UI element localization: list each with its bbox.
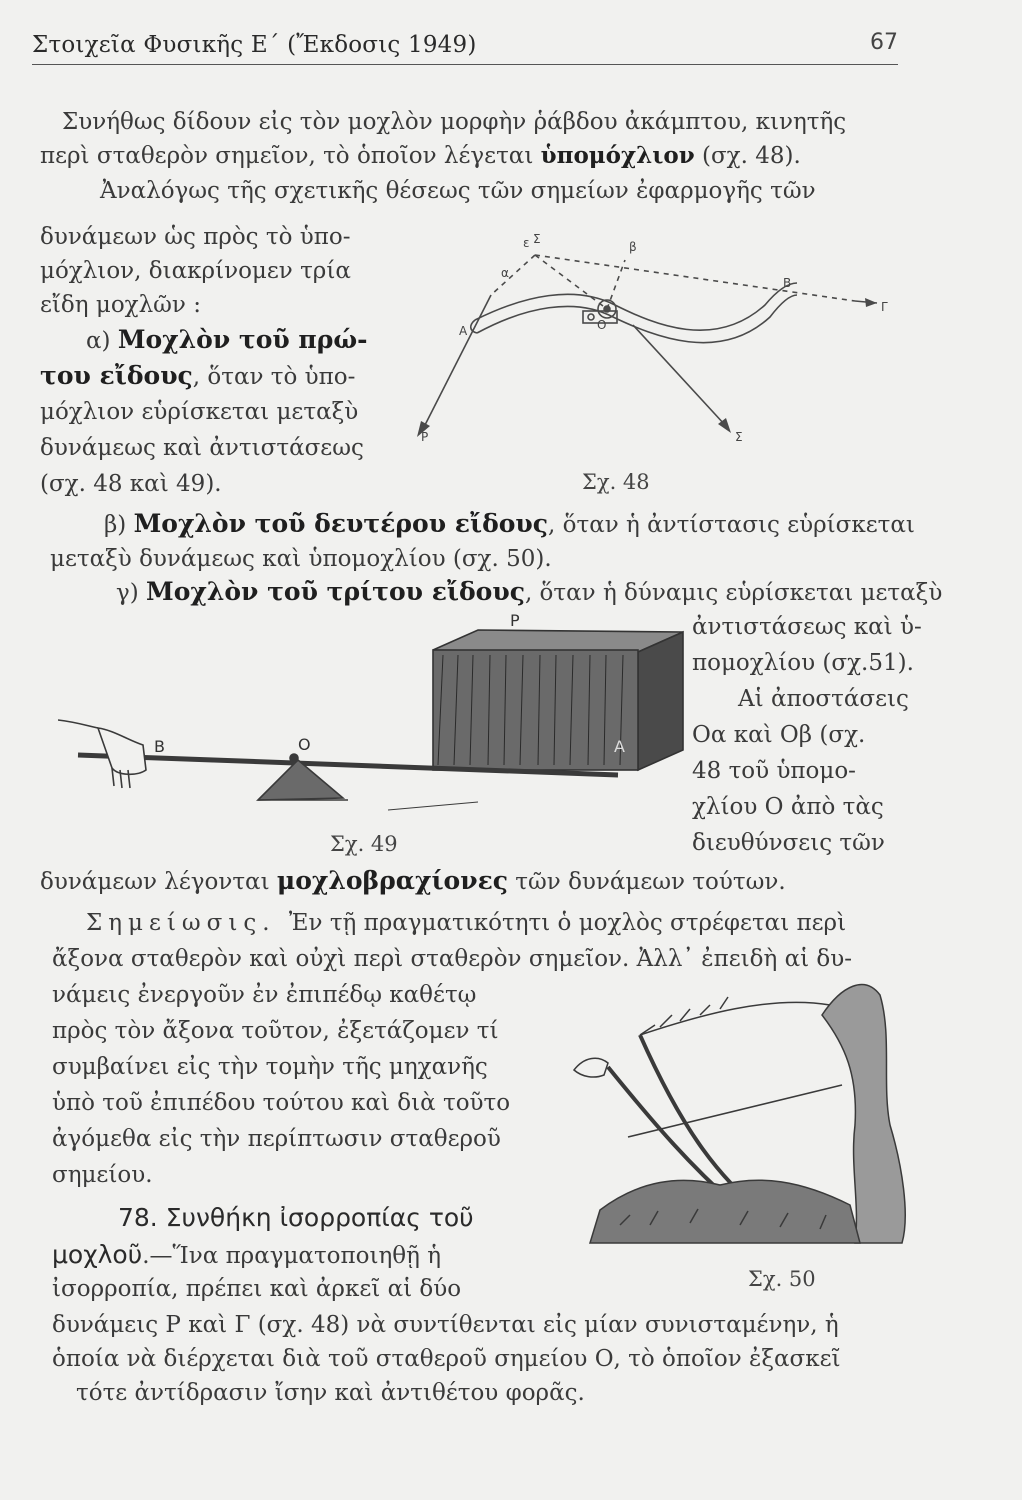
kind-a-line-1 (86, 325, 368, 356)
kind-a-line-3: μόχλιον εὑρίσκεται μεταξὺ (40, 399, 359, 425)
intro-line-3: Ἀναλόγως τῆς σχετικῆς θέσεως τῶν σημείων ἐφαρμογῆς τῶν (100, 178, 816, 204)
note-line-4: πρὸς τὸν ἄξονα τοῦτον, ἐξετάζομεν τί (52, 1018, 499, 1044)
arms-line-2: Οα καὶ Οβ (σχ. (692, 722, 866, 748)
fig48-label-alpha: α (501, 266, 509, 280)
arms-line-6 (40, 866, 786, 897)
note-line-8: σημείου. (52, 1162, 153, 1188)
section-78-line-2-text: .—Ἵνα πραγματοποιηθῇ ἡ (142, 1243, 442, 1269)
fig49-caption: Σχ. 49 (330, 832, 398, 856)
kind-b-line-2: μεταξὺ δυνάμεως καὶ ὑπομοχλίου (σχ. 50). (50, 546, 552, 572)
section-78-line-4: δυνάμεις P καὶ Γ (σχ. 48) νὰ συντίθενται εἰς μίαν συνισταμένην, ἡ (52, 1312, 839, 1338)
note-line-7: ἀγόμεθα εἰς τὴν περίπτωσιν σταθεροῦ (52, 1126, 501, 1152)
section-78-heading: 78. Συνθήκη ἰσορροπίας τοῦ (118, 1203, 474, 1232)
arms-line-5: διευθύνσεις τῶν (692, 830, 885, 856)
fig48-label-a: A (459, 324, 468, 338)
kind-b-marker: β) (104, 512, 134, 538)
arms-line-1: Αἱ ἀποστάσεις (738, 686, 909, 712)
kind-a-line-2-text: , ὅταν τὸ ὑπο- (192, 364, 356, 390)
section-78-line-2 (52, 1240, 441, 1271)
fig48-label-sigma-top: Σ (533, 232, 541, 246)
arms-line-3: 48 τοῦ ὑπομο- (692, 758, 856, 784)
intro-line-1: Συνήθως δίδουν εἰς τὸν μοχλὸν μορφὴν ῥάβδου ἀκάμπτου, κινητῆς (62, 109, 847, 135)
section-78-heading-cont: μοχλοῦ (52, 1240, 143, 1269)
note-line-2: ἄξονα σταθερὸν καὶ οὐχὶ περὶ σταθερὸν σημεῖον. Ἀλλ᾽ ἐπειδὴ αἱ δυ- (52, 946, 853, 972)
header-title: Στοιχεῖα Φυσικῆς Ε΄ (Ἔκδοσις 1949) (32, 32, 477, 58)
kind-c-line-1 (116, 577, 942, 608)
term-fulcrum: ὑπομόχλιον (540, 142, 695, 169)
fig49-label-a: A (614, 737, 625, 756)
note-line-1 (86, 908, 846, 938)
fig48-label-e: ε (523, 236, 530, 250)
note-line-1-text: Ἐν τῇ πραγματικότητι ὁ μοχλὸς στρέφεται περὶ (288, 910, 847, 936)
section-78-line-3: ἰσορροπία, πρέπει καὶ ἀρκεῖ αἱ δύο (52, 1276, 462, 1302)
kind-c-line-3: πομοχλίου (σχ.51). (692, 650, 914, 676)
arms-line-4: χλίου Ο ἀπὸ τὰς (692, 794, 884, 820)
fig50-caption: Σχ. 50 (748, 1267, 816, 1291)
kind-a-line-2 (40, 361, 355, 392)
note-line-6: ὑπὸ τοῦ ἐπιπέδου τούτου καὶ διὰ τοῦτο (52, 1090, 511, 1116)
fig49-label-b: B (154, 737, 165, 756)
kind-c-term: Μοχλὸν τοῦ τρίτου εἴδους (146, 577, 525, 606)
figure-48 (385, 225, 905, 495)
fig49-label-o: O (298, 735, 311, 754)
fig48-label-b: B (783, 276, 792, 290)
fig48-label-gamma: Γ (881, 300, 888, 314)
note-label: Σημείωσις. (86, 910, 289, 936)
arms-line-6-end: τῶν δυνάμεων τούτων. (508, 869, 786, 895)
kind-c-line-1-text: , ὅταν ἡ δύναμις εὑρίσκεται μεταξὺ (524, 580, 943, 606)
fig48-label-p: P (421, 430, 429, 444)
intro-line-2-text: περὶ σταθερὸν σημεῖον, τὸ ὁποῖον λέγεται (40, 143, 541, 169)
kind-a-line-4: δυνάμεως καὶ ἀντιστάσεως (40, 435, 364, 461)
kind-a-term-2: του εἴδους (40, 361, 193, 390)
running-header (32, 30, 898, 65)
intro-line-2 (40, 141, 801, 171)
note-line-3: νάμεις ἐνεργοῦν ἐν ἐπιπέδῳ καθέτῳ (52, 982, 477, 1008)
kind-c-line-2: ἀντιστάσεως καὶ ὑ- (692, 614, 922, 640)
fig49-label-p: P (510, 611, 520, 630)
intro-line-2-ref: (σχ. 48). (694, 143, 801, 169)
section-78-line-5: ὁποία νὰ διέρχεται διὰ τοῦ σταθεροῦ σημείου Ο, τὸ ὁποῖον ἐξασκεῖ (52, 1346, 841, 1372)
fig48-label-sigma: Σ (735, 430, 743, 444)
kind-b-line-1-text: , ὅταν ἡ ἀντίστασις εὑρίσκεται (548, 512, 915, 538)
intro-line-5: μόχλιον, διακρίνομεν τρία (40, 258, 351, 284)
kind-a-line-5: (σχ. 48 καὶ 49). (40, 471, 222, 497)
kind-b-line-1 (104, 509, 915, 540)
intro-line-4: δυνάμεων ὡς πρὸς τὸ ὑπο- (40, 224, 351, 250)
page-number: 67 (870, 30, 898, 55)
figure-50 (560, 975, 940, 1245)
intro-line-6: εἴδη μοχλῶν : (40, 292, 201, 318)
section-78-line-6: τότε ἀντίδρασιν ἴσην καὶ ἀντιθέτου φορᾶς. (76, 1380, 585, 1406)
kind-c-marker: γ) (116, 580, 147, 606)
note-line-5: συμβαίνει εἰς τὴν τομὴν τῆς μηχανῆς (52, 1054, 488, 1080)
fig48-label-beta: β (629, 240, 637, 254)
kind-b-term: Μοχλὸν τοῦ δευτέρου εἴδους (133, 509, 548, 538)
kind-a-term-1: Μοχλὸν τοῦ πρώ- (117, 325, 368, 354)
fig48-caption: Σχ. 48 (582, 470, 650, 494)
term-lever-arms: μοχλοβραχίονες (276, 866, 508, 895)
figure-49 (58, 610, 698, 850)
fig48-label-o: O (597, 318, 607, 332)
arms-line-6-text: δυνάμεων λέγονται (40, 869, 277, 895)
kind-a-marker: α) (86, 328, 118, 354)
